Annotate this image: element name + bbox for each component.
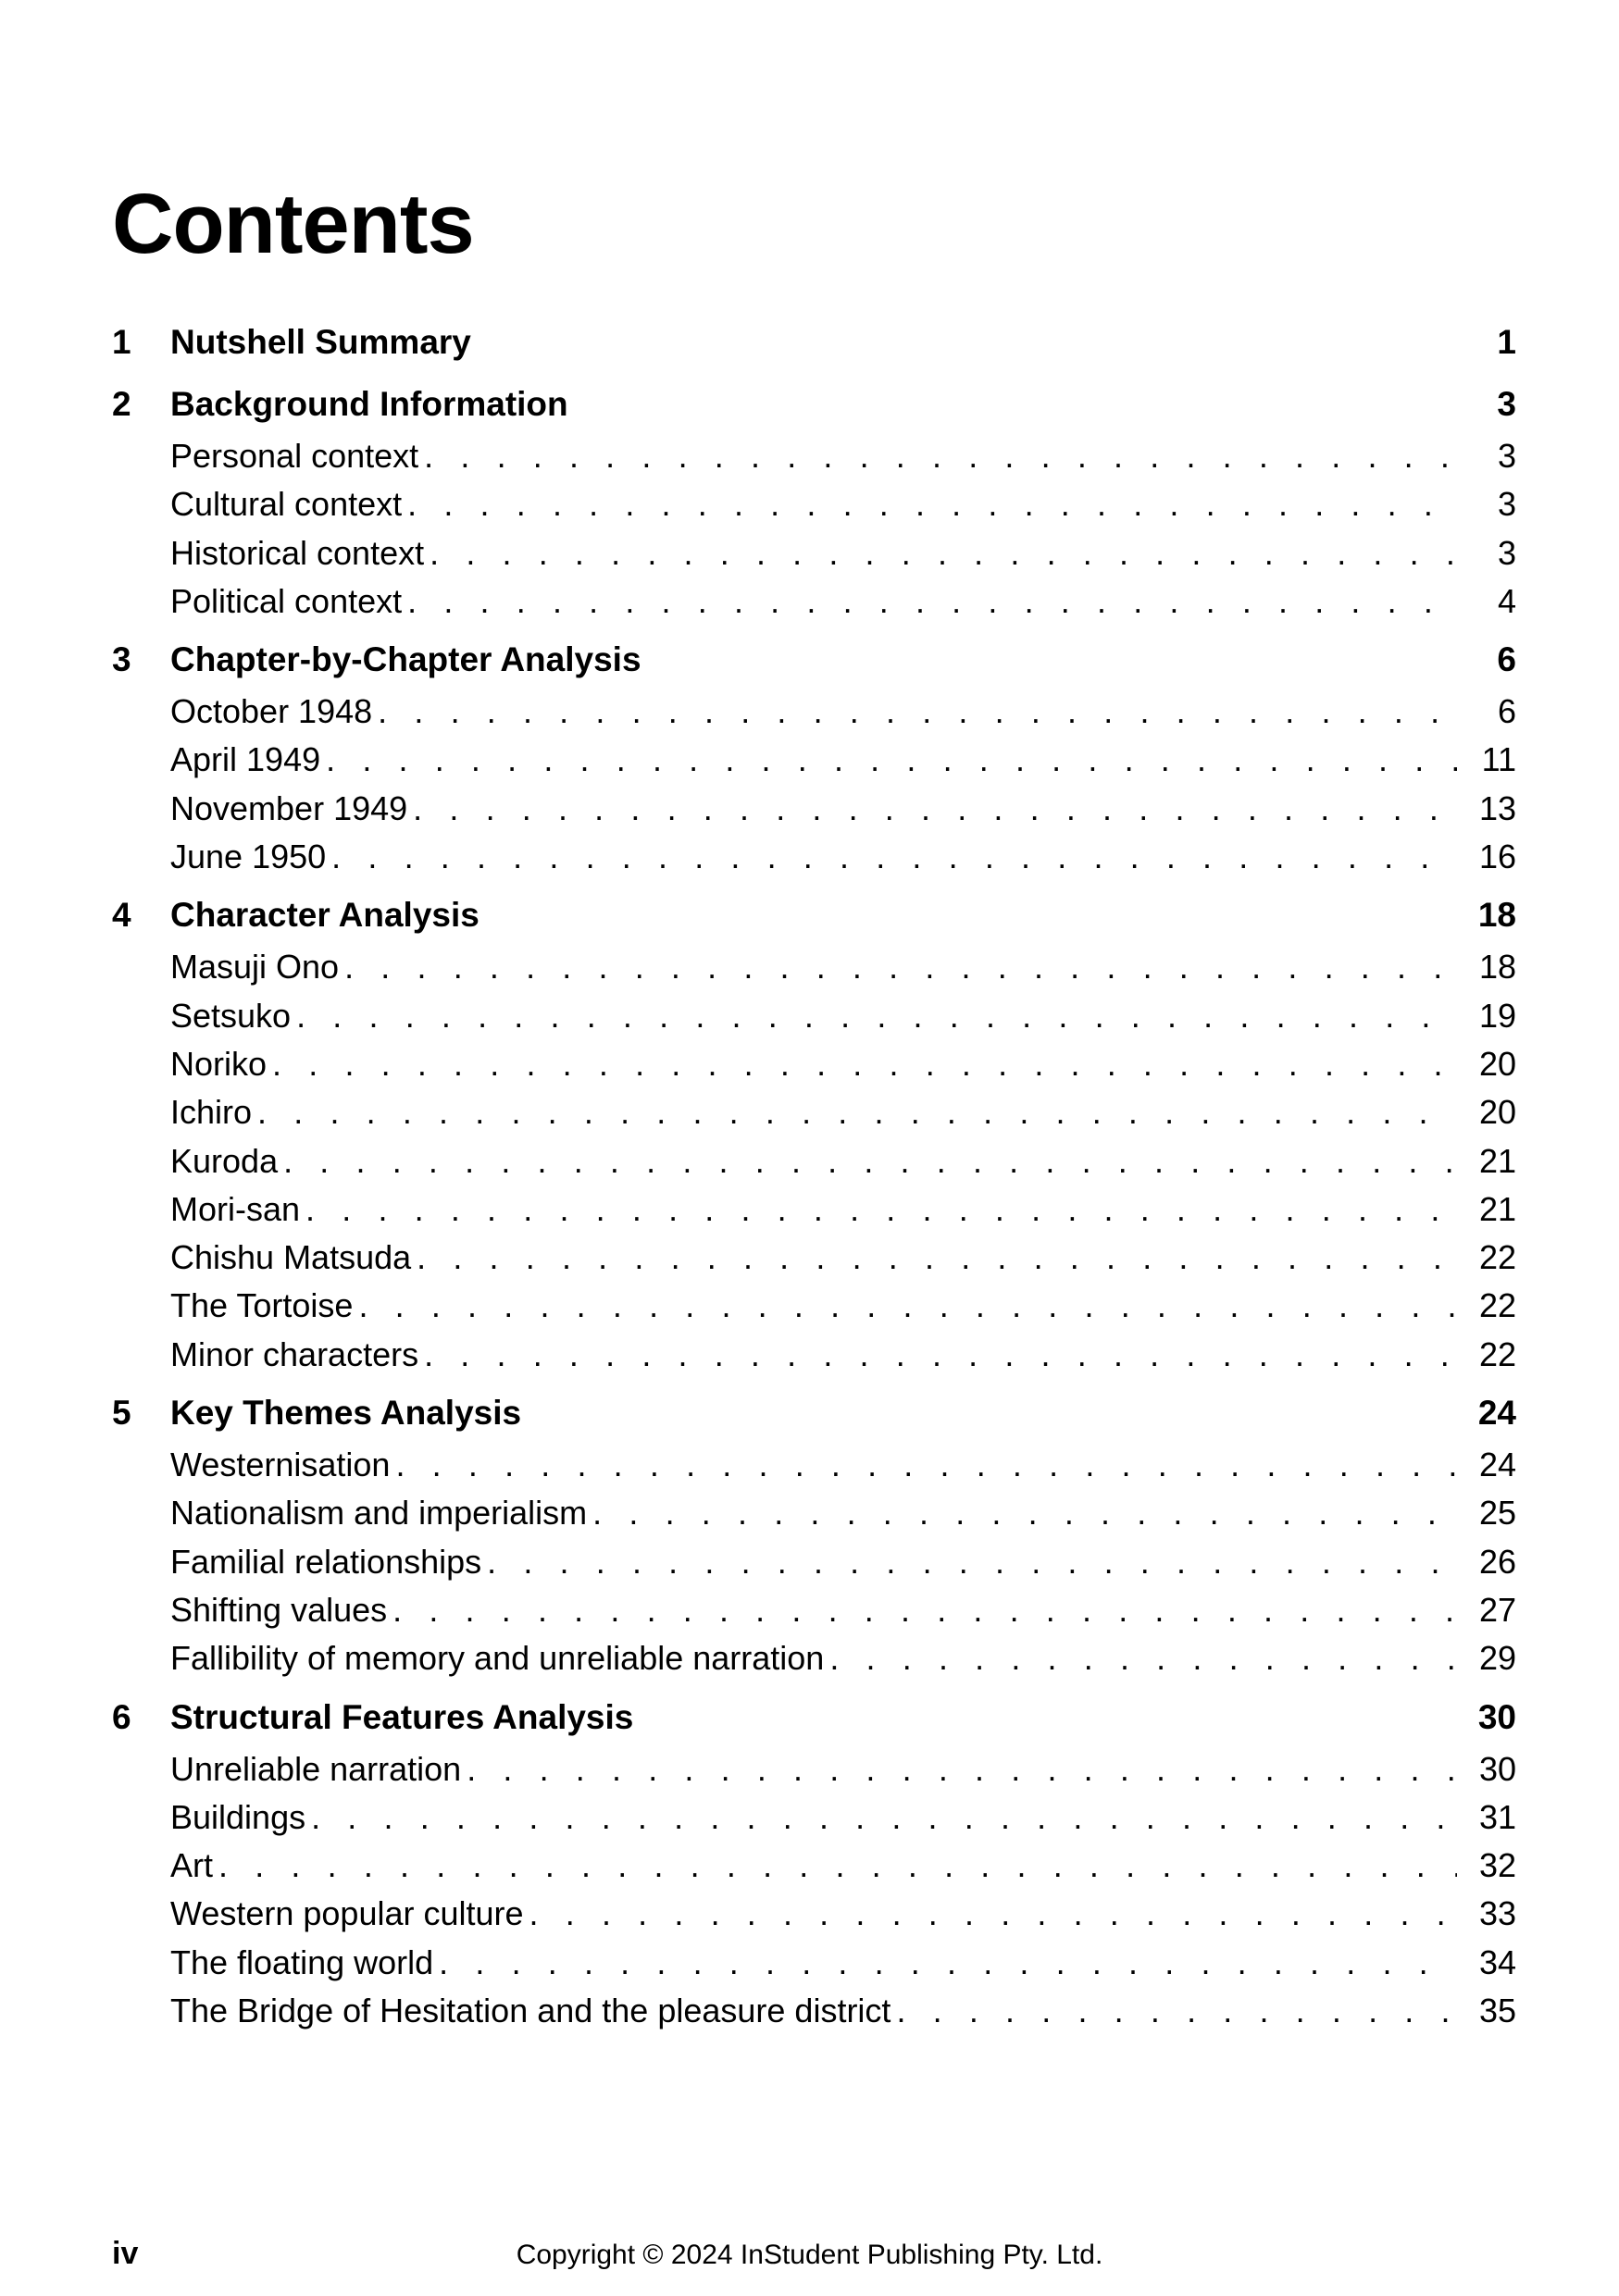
dot-leader (487, 1538, 1457, 1586)
section-page-number: 27 (1478, 1590, 1516, 1629)
section-page-number: 24 (1478, 1446, 1516, 1484)
section-title: The Bridge of Hesitation and the pleasure district (170, 1992, 891, 2030)
section-title: April 1949 (170, 740, 321, 779)
section-title: Masuji Ono (170, 948, 340, 987)
section-page-number: 35 (1478, 1992, 1516, 2030)
toc-section-entry[interactable] (112, 785, 1516, 833)
section-page-number: 3 (1497, 485, 1516, 524)
section-page-number: 22 (1478, 1286, 1516, 1325)
dot-leader (417, 1234, 1457, 1282)
toc-chapter (112, 632, 1516, 881)
section-page-number: 16 (1478, 838, 1516, 876)
toc-section-entry[interactable] (112, 1586, 1516, 1634)
page-title: Contents (112, 177, 474, 271)
section-title: November 1949 (170, 788, 408, 827)
toc-chapter-entry[interactable] (112, 377, 1516, 432)
dot-leader (283, 1137, 1457, 1185)
section-title: Art (170, 1846, 214, 1885)
section-page-number: 3 (1497, 533, 1516, 572)
toc-chapter (112, 887, 1516, 1379)
toc-section-entry[interactable] (112, 1088, 1516, 1136)
toc-section-entry[interactable] (112, 1282, 1516, 1330)
section-title: October 1948 (170, 692, 373, 731)
section-title: Chishu Matsuda (170, 1238, 412, 1277)
dot-leader (829, 1634, 1457, 1682)
toc-section-entry[interactable] (112, 480, 1516, 528)
toc-section-entry[interactable] (112, 943, 1516, 991)
section-title: Nationalism and imperialism (170, 1494, 588, 1533)
toc-chapter-entry[interactable] (112, 632, 1516, 688)
section-page-number: 31 (1478, 1797, 1516, 1836)
section-title: Kuroda (170, 1141, 279, 1180)
section-page-number: 22 (1478, 1238, 1516, 1277)
section-page-number: 11 (1481, 740, 1516, 779)
section-title: Fallibility of memory and unreliable narration (170, 1639, 825, 1678)
chapter-number: 4 (112, 896, 131, 935)
section-page-number: 29 (1478, 1639, 1516, 1678)
section-page-number: 19 (1478, 996, 1516, 1035)
dot-leader (257, 1088, 1457, 1136)
section-page-number: 21 (1478, 1189, 1516, 1228)
section-page-number: 3 (1497, 437, 1516, 475)
section-title: Westernisation (170, 1446, 391, 1484)
toc-section-entry[interactable] (112, 736, 1516, 784)
dot-leader (413, 785, 1457, 833)
chapter-title: Character Analysis (170, 896, 479, 935)
chapter-title: Key Themes Analysis (170, 1394, 522, 1433)
section-title: Cultural context (170, 485, 403, 524)
dot-leader (326, 736, 1457, 784)
section-page-number: 22 (1478, 1334, 1516, 1373)
toc-section-entry[interactable] (112, 1793, 1516, 1842)
section-title: Buildings (170, 1797, 306, 1836)
chapter-number: 5 (112, 1394, 131, 1433)
section-title: Familial relationships (170, 1542, 482, 1581)
dot-leader (592, 1489, 1457, 1537)
section-page-number: 18 (1478, 948, 1516, 987)
section-title: Historical context (170, 533, 425, 572)
section-page-number: 26 (1478, 1542, 1516, 1581)
toc-section-entry[interactable] (112, 1331, 1516, 1379)
toc-section-entry[interactable] (112, 1842, 1516, 1890)
dot-leader (424, 432, 1457, 480)
section-title: Shifting values (170, 1590, 388, 1629)
toc-section-entry[interactable] (112, 529, 1516, 577)
toc-section-entry[interactable] (112, 577, 1516, 626)
section-page-number: 20 (1478, 1044, 1516, 1083)
dot-leader (395, 1441, 1457, 1489)
toc-section-entry[interactable] (112, 1040, 1516, 1088)
section-page-number: 32 (1478, 1846, 1516, 1885)
chapter-title: Chapter-by-Chapter Analysis (170, 640, 641, 679)
dot-leader (305, 1185, 1457, 1234)
section-page-number: 34 (1478, 1942, 1516, 1981)
chapter-page-number: 1 (1497, 323, 1516, 361)
section-title: Minor characters (170, 1334, 419, 1373)
toc-chapter-entry[interactable] (112, 1690, 1516, 1745)
toc-section-entry[interactable] (112, 688, 1516, 736)
toc-chapter (112, 377, 1516, 626)
section-page-number: 30 (1478, 1749, 1516, 1788)
toc-chapter (112, 1690, 1516, 2036)
toc-section-entry[interactable] (112, 1634, 1516, 1682)
chapter-number: 3 (112, 640, 131, 679)
toc-chapter-entry[interactable] (112, 315, 1516, 370)
dot-leader (311, 1793, 1457, 1842)
section-page-number: 13 (1478, 788, 1516, 827)
chapter-page-number: 3 (1497, 385, 1516, 423)
chapter-title: Nutshell Summary (170, 323, 471, 361)
toc-section-entry[interactable] (112, 1234, 1516, 1282)
dot-leader (272, 1040, 1457, 1088)
toc-chapter (112, 315, 1516, 370)
section-page-number: 33 (1478, 1894, 1516, 1933)
footer-copyright: Copyright © 2024 InStudent Publishing Pty. Ltd. (516, 2240, 1103, 2270)
chapter-number: 2 (112, 385, 131, 423)
toc-section-entry[interactable] (112, 1890, 1516, 1938)
dot-leader (424, 1331, 1457, 1379)
toc-section-entry[interactable] (112, 1441, 1516, 1489)
chapter-number: 6 (112, 1697, 131, 1736)
toc-section-entry[interactable] (112, 833, 1516, 881)
section-title: Setsuko (170, 996, 292, 1035)
toc-section-entry[interactable] (112, 1489, 1516, 1537)
toc-section-entry[interactable] (112, 1185, 1516, 1234)
dot-leader (439, 1939, 1457, 1987)
section-page-number: 4 (1497, 581, 1516, 620)
chapter-number: 1 (112, 323, 131, 361)
chapter-page-number: 30 (1477, 1697, 1516, 1736)
chapter-page-number: 18 (1477, 896, 1516, 935)
dot-leader (296, 992, 1457, 1040)
toc-chapter-entry[interactable] (112, 1385, 1516, 1441)
section-title: Ichiro (170, 1093, 253, 1132)
dot-leader (344, 943, 1457, 991)
chapter-page-number: 24 (1477, 1394, 1516, 1433)
section-page-number: 21 (1478, 1141, 1516, 1180)
toc-section-entry[interactable] (112, 1538, 1516, 1586)
toc-chapter (112, 1385, 1516, 1682)
toc-section-entry[interactable] (112, 992, 1516, 1040)
section-title: Political context (170, 581, 403, 620)
dot-leader (331, 833, 1457, 881)
section-title: The floating world (170, 1942, 434, 1981)
dot-leader (467, 1745, 1457, 1793)
table-of-contents (112, 315, 1516, 2042)
section-page-number: 6 (1497, 692, 1516, 731)
footer-page-number: iv (112, 2236, 139, 2271)
section-title: Western popular culture (170, 1894, 524, 1933)
section-title: The Tortoise (170, 1286, 354, 1325)
dot-leader (407, 577, 1457, 626)
toc-section-entry[interactable] (112, 1987, 1516, 2035)
dot-leader (218, 1842, 1457, 1890)
toc-chapter-entry[interactable] (112, 887, 1516, 943)
section-page-number: 20 (1478, 1093, 1516, 1132)
chapter-page-number: 6 (1497, 640, 1516, 679)
dot-leader (358, 1282, 1457, 1330)
section-title: Personal context (170, 437, 419, 475)
toc-section-entry[interactable] (112, 1939, 1516, 1987)
dot-leader (529, 1890, 1457, 1938)
chapter-title: Background Information (170, 385, 568, 423)
section-title: Unreliable narration (170, 1749, 462, 1788)
dot-leader (407, 480, 1457, 528)
dot-leader (392, 1586, 1457, 1634)
toc-section-entry[interactable] (112, 1745, 1516, 1793)
toc-section-entry[interactable] (112, 1137, 1516, 1185)
dot-leader (378, 688, 1457, 736)
toc-section-entry[interactable] (112, 432, 1516, 480)
section-title: June 1950 (170, 838, 327, 876)
section-title: Noriko (170, 1044, 268, 1083)
dot-leader (896, 1987, 1457, 2035)
dot-leader (430, 529, 1457, 577)
section-page-number: 25 (1478, 1494, 1516, 1533)
chapter-title: Structural Features Analysis (170, 1697, 634, 1736)
section-title: Mori-san (170, 1189, 301, 1228)
